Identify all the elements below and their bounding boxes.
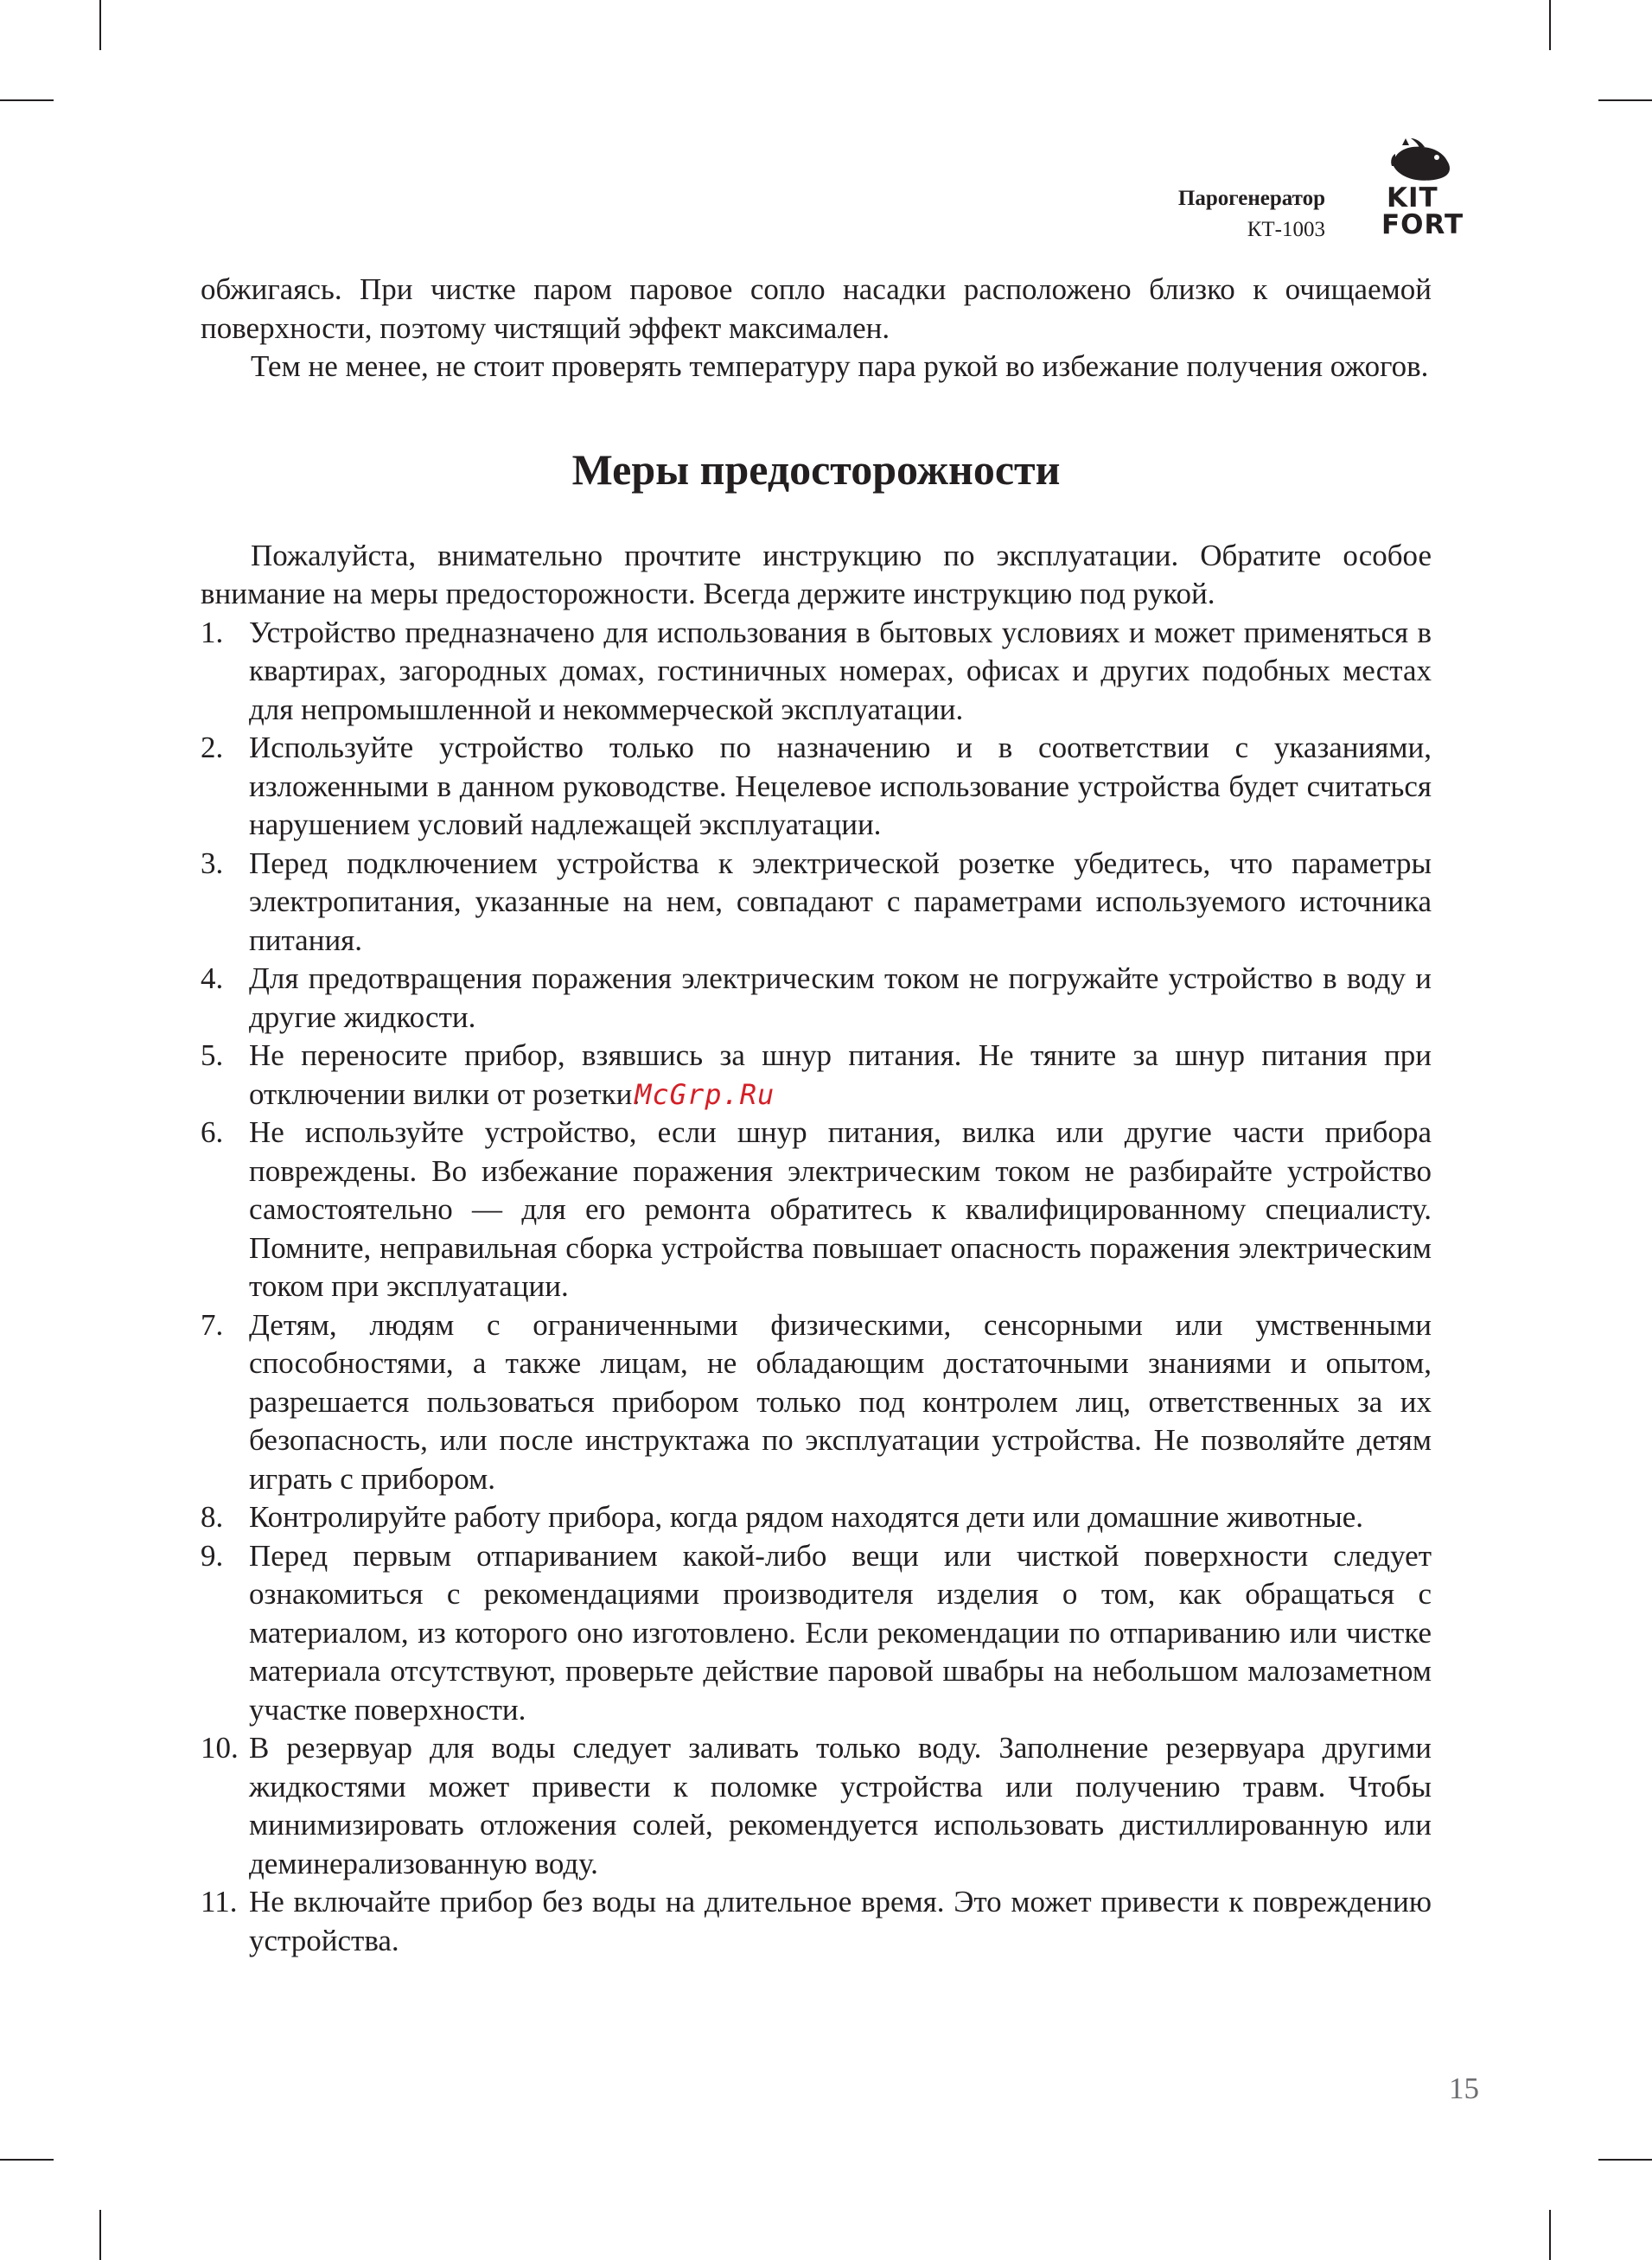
item-number: 5. <box>201 1038 224 1072</box>
item-number: 2. <box>201 731 224 764</box>
list-item <box>201 960 1432 1037</box>
item-text: Контролируйте работу прибора, когда рядом находятся дети или домашние животные. <box>249 1500 1364 1534</box>
crop-mark <box>99 0 101 50</box>
item-number: 8. <box>201 1500 224 1534</box>
list-item <box>201 1729 1432 1883</box>
crop-mark <box>1549 0 1551 50</box>
crop-mark <box>0 99 54 101</box>
crop-mark <box>1598 99 1652 101</box>
item-text: Используйте устройство только по назначению и в соответствии с указаниями, изложенными в данном руководстве. Нецелевое использование устройства будет считаться нарушением условий надлежащей эксплуатации. <box>249 731 1432 841</box>
list-item <box>201 1114 1432 1306</box>
product-title: Парогенератор <box>1177 187 1325 210</box>
item-text: Перед подключением устройства к электрической розетке убедитесь, что параметры электропитания, указанные на нем, совпадают с параметрами используемого источника питания. <box>249 846 1432 957</box>
item-text: В резервуар для воды следует заливать только воду. Заполнение резервуара другими жидкостями может привести к поломке устройства или получению травм. Чтобы минимизировать отложения солей, рекомендуется использовать дистиллированную или деминерализованную воду. <box>249 1731 1432 1880</box>
intro-paragraph: Пожалуйста, внимательно прочтите инструкцию по эксплуатации. Обратите особое внимание на меры предосторожности. Всегда держите инструкцию под рукой. <box>201 538 1432 610</box>
item-number: 9. <box>201 1538 224 1573</box>
brand-logo <box>1381 137 1468 239</box>
crop-mark <box>1598 2159 1652 2161</box>
crop-mark <box>99 2210 101 2260</box>
logo-text-kit: KIT <box>1387 182 1438 214</box>
paragraph: обжигаясь. При чистке паром паровое сопло насадки расположено близко к очищаемой поверхности, поэтому чистящий эффект максимален. <box>201 272 1432 345</box>
item-text: Не переносите прибор, взявшись за шнур питания. Не тяните за шнур питания при отключении вилки от розетки. <box>249 1038 1432 1111</box>
item-text: Не используйте устройство, если шнур питания, вилка или другие части прибора повреждены. Во избежание поражения электрическим током не разбирайте устройство самостоятельно — для его ремонта обратитесь к квалифицированному специалисту. Помните, неправильная сборка устройства повышает опасность поражения электрическим током при эксплуатации. <box>249 1115 1432 1303</box>
list-item <box>201 1306 1432 1499</box>
item-number: 11. <box>201 1885 238 1918</box>
item-text: Для предотвращения поражения электрическим током не погружайте устройство в воду и другие жидкости. <box>249 961 1432 1034</box>
crop-mark <box>1549 2210 1551 2260</box>
item-number: 3. <box>201 846 224 880</box>
logo-text-fort: FORT <box>1381 209 1464 240</box>
page-number: 15 <box>1449 2072 1479 2105</box>
list-item <box>201 845 1432 961</box>
precautions-list <box>201 614 1432 1961</box>
list-item <box>201 1037 1432 1114</box>
whale-icon <box>1390 137 1452 183</box>
item-text: Перед первым отпариванием какой-либо вещи или чисткой поверхности следует ознакомиться с рекомендациями производителя изделия о том, как обращаться с материалом, из которого оно изготовлено. Если рекомендации по отпариванию или чистке материала отсутствуют, проверьте действие паровой швабры на небольшом малозаметном участке поверхности. <box>249 1538 1432 1727</box>
paragraph: Тем не менее, не стоит проверять температуру пара рукой во избежание получения ожогов. <box>251 349 1429 383</box>
watermark: McGrp.Ru <box>635 1077 775 1111</box>
product-model: КТ-1003 <box>1247 218 1325 241</box>
list-item <box>201 729 1432 845</box>
crop-mark <box>0 2159 54 2161</box>
list-item <box>201 1537 1432 1730</box>
item-number: 10. <box>201 1731 239 1765</box>
item-text: Детям, людям с ограниченными физическими, сенсорными или умственными способностями, а также лицам, не обладающим достаточными знаниями и опытом, разрешается пользоваться прибором только под контролем лиц, ответственных за их безопасность, или после инструктажа по эксплуатации устройства. Не позволяйте детям играть с прибором. <box>249 1307 1432 1496</box>
item-text: Не включайте прибор без воды на длительное время. Это может привести к повреждению устройства. <box>249 1885 1432 1957</box>
item-number: 7. <box>201 1307 224 1342</box>
item-number: 6. <box>201 1115 224 1149</box>
item-number: 1. <box>201 615 224 649</box>
section-heading: Меры предосторожности <box>571 444 1061 494</box>
item-number: 4. <box>201 961 224 995</box>
item-text: Устройство предназначено для использования в бытовых условиях и может применяться в квартирах, загородных домах, гостиничных номерах, офисах и других подобных местах для непромышленной и некоммерческой эксплуатации. <box>249 615 1432 726</box>
list-item <box>201 1883 1432 1960</box>
list-item <box>201 614 1432 730</box>
page-header <box>1178 183 1325 246</box>
page-content <box>201 271 1432 1960</box>
list-item <box>201 1498 1432 1537</box>
